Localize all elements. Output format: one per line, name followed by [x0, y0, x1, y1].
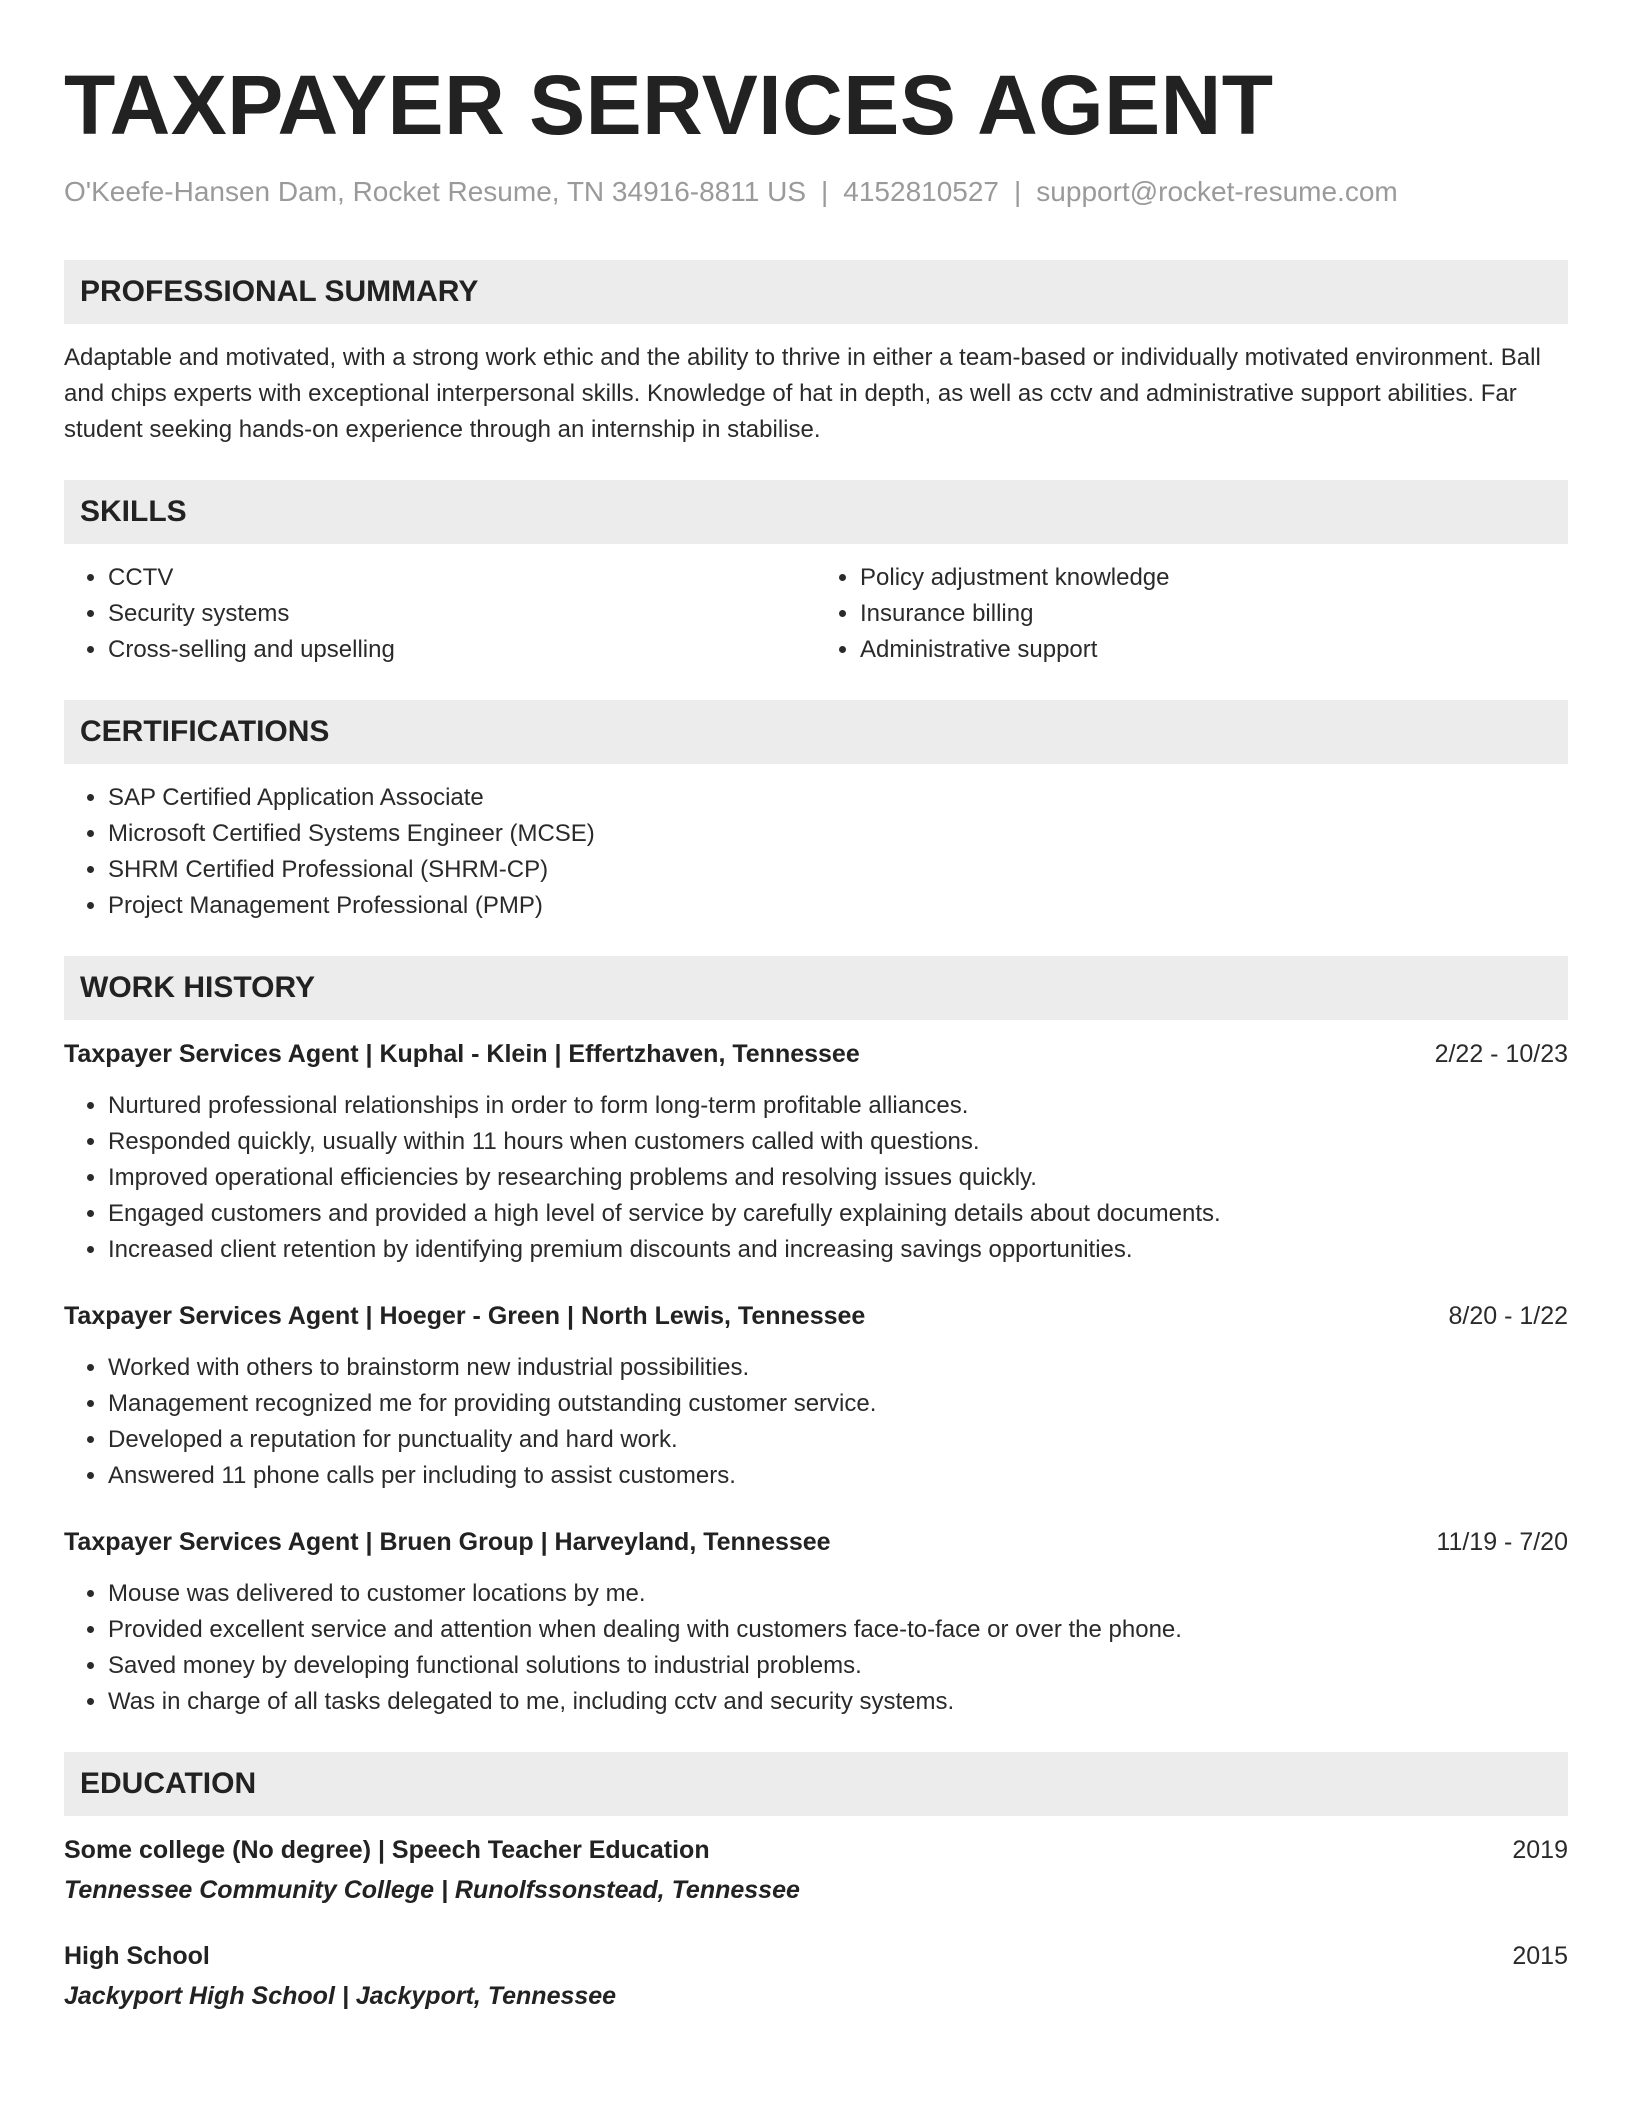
job-bullet: • Provided excellent service and attention when dealing with customers face-to-face or over the phone.	[108, 1612, 1568, 1648]
skill-item: • Administrative support	[860, 632, 1568, 668]
skill-item: • CCTV	[108, 560, 816, 596]
education-header	[64, 1832, 1568, 1868]
education-year: 2015	[1512, 1942, 1568, 1970]
job-bullet: • Was in charge of all tasks delegated to me, including cctv and security systems.	[108, 1684, 1568, 1720]
job-bullet: • Worked with others to brainstorm new industrial possibilities.	[108, 1350, 1568, 1386]
job-bullets	[64, 1576, 1568, 1720]
education-degree: High School	[64, 1942, 210, 1970]
contact-separator: |	[1014, 176, 1022, 207]
skill-item: • Policy adjustment knowledge	[860, 560, 1568, 596]
certifications-heading: CERTIFICATIONS	[64, 700, 1568, 764]
education-school: Tennessee Community College | Runolfssonstead, Tennessee	[64, 1876, 800, 1904]
education-section	[64, 1752, 1568, 2014]
education-entry	[64, 1938, 1568, 2014]
job-bullets	[64, 1088, 1568, 1268]
job-entry	[64, 1298, 1568, 1494]
skills-list-left	[64, 560, 816, 668]
job-bullet: • Management recognized me for providing outstanding customer service.	[108, 1386, 1568, 1422]
job-dates: 2/22 - 10/23	[1434, 1040, 1568, 1068]
education-header	[64, 1938, 1568, 1974]
job-entry	[64, 1036, 1568, 1268]
job-bullet: • Engaged customers and provided a high level of service by carefully explaining details about documents.	[108, 1196, 1568, 1232]
skill-item: • Insurance billing	[860, 596, 1568, 632]
certification-item: • Project Management Professional (PMP)	[108, 888, 1568, 924]
certification-item: • SAP Certified Application Associate	[108, 780, 1568, 816]
job-bullet: • Improved operational efficiencies by researching problems and resolving issues quickly.	[108, 1160, 1568, 1196]
education-entry	[64, 1832, 1568, 1908]
summary-heading: PROFESSIONAL SUMMARY	[64, 260, 1568, 324]
summary-section	[64, 260, 1568, 448]
skills-grid	[64, 560, 1568, 668]
job-header	[64, 1524, 1568, 1560]
education-heading: EDUCATION	[64, 1752, 1568, 1816]
job-bullets	[64, 1350, 1568, 1494]
skill-item: • Cross-selling and upselling	[108, 632, 816, 668]
job-header	[64, 1036, 1568, 1072]
work-history-section	[64, 956, 1568, 1720]
job-bullet: • Developed a reputation for punctuality and hard work.	[108, 1422, 1568, 1458]
job-header	[64, 1298, 1568, 1334]
contact-line	[64, 174, 1568, 210]
job-entry	[64, 1524, 1568, 1720]
resume-name: TAXPAYER SERVICES AGENT	[64, 58, 1274, 152]
job-dates: 11/19 - 7/20	[1436, 1528, 1568, 1556]
job-bullet: • Responded quickly, usually within 11 hours when customers called with questions.	[108, 1124, 1568, 1160]
skill-item: • Security systems	[108, 596, 816, 632]
certification-item: • Microsoft Certified Systems Engineer (MCSE)	[108, 816, 1568, 852]
job-bullet: • Saved money by developing functional solutions to industrial problems.	[108, 1648, 1568, 1684]
job-title: Taxpayer Services Agent | Hoeger - Green | North Lewis, Tennessee	[64, 1302, 866, 1330]
skills-section	[64, 480, 1568, 668]
contact-phone: 4152810527	[843, 176, 1000, 207]
contact-email: support@rocket-resume.com	[1036, 176, 1398, 207]
work-history-heading: WORK HISTORY	[64, 956, 1568, 1020]
job-bullet: • Answered 11 phone calls per including to assist customers.	[108, 1458, 1568, 1494]
job-title: Taxpayer Services Agent | Bruen Group | Harveyland, Tennessee	[64, 1528, 831, 1556]
job-bullet: • Mouse was delivered to customer locations by me.	[108, 1576, 1568, 1612]
skills-heading: SKILLS	[64, 480, 1568, 544]
certification-item: • SHRM Certified Professional (SHRM-CP)	[108, 852, 1568, 888]
education-school: Jackyport High School | Jackyport, Tennessee	[64, 1982, 617, 2010]
skills-list-right	[816, 560, 1568, 668]
job-dates: 8/20 - 1/22	[1448, 1302, 1568, 1330]
certifications-section	[64, 700, 1568, 924]
job-title: Taxpayer Services Agent | Kuphal - Klein | Effertzhaven, Tennessee	[64, 1040, 860, 1068]
contact-separator: |	[821, 176, 829, 207]
contact-address: O'Keefe-Hansen Dam, Rocket Resume, TN 34916-8811 US	[64, 176, 806, 207]
certifications-list	[64, 780, 1568, 924]
job-bullet: • Increased client retention by identifying premium discounts and increasing savings opportunities.	[108, 1232, 1568, 1268]
education-degree: Some college (No degree) | Speech Teacher Education	[64, 1836, 710, 1864]
summary-text: Adaptable and motivated, with a strong work ethic and the ability to thrive in either a team-based or individually motivated environment. Ball and chips experts with exceptional interpersonal skills. Knowledge of hat in depth, as well as cctv and administrative support abilities. Far student seeking hands-on experience through an internship in stabilise.	[64, 344, 1541, 443]
job-bullet: • Nurtured professional relationships in order to form long-term profitable alliances.	[108, 1088, 1568, 1124]
education-year: 2019	[1512, 1836, 1568, 1864]
